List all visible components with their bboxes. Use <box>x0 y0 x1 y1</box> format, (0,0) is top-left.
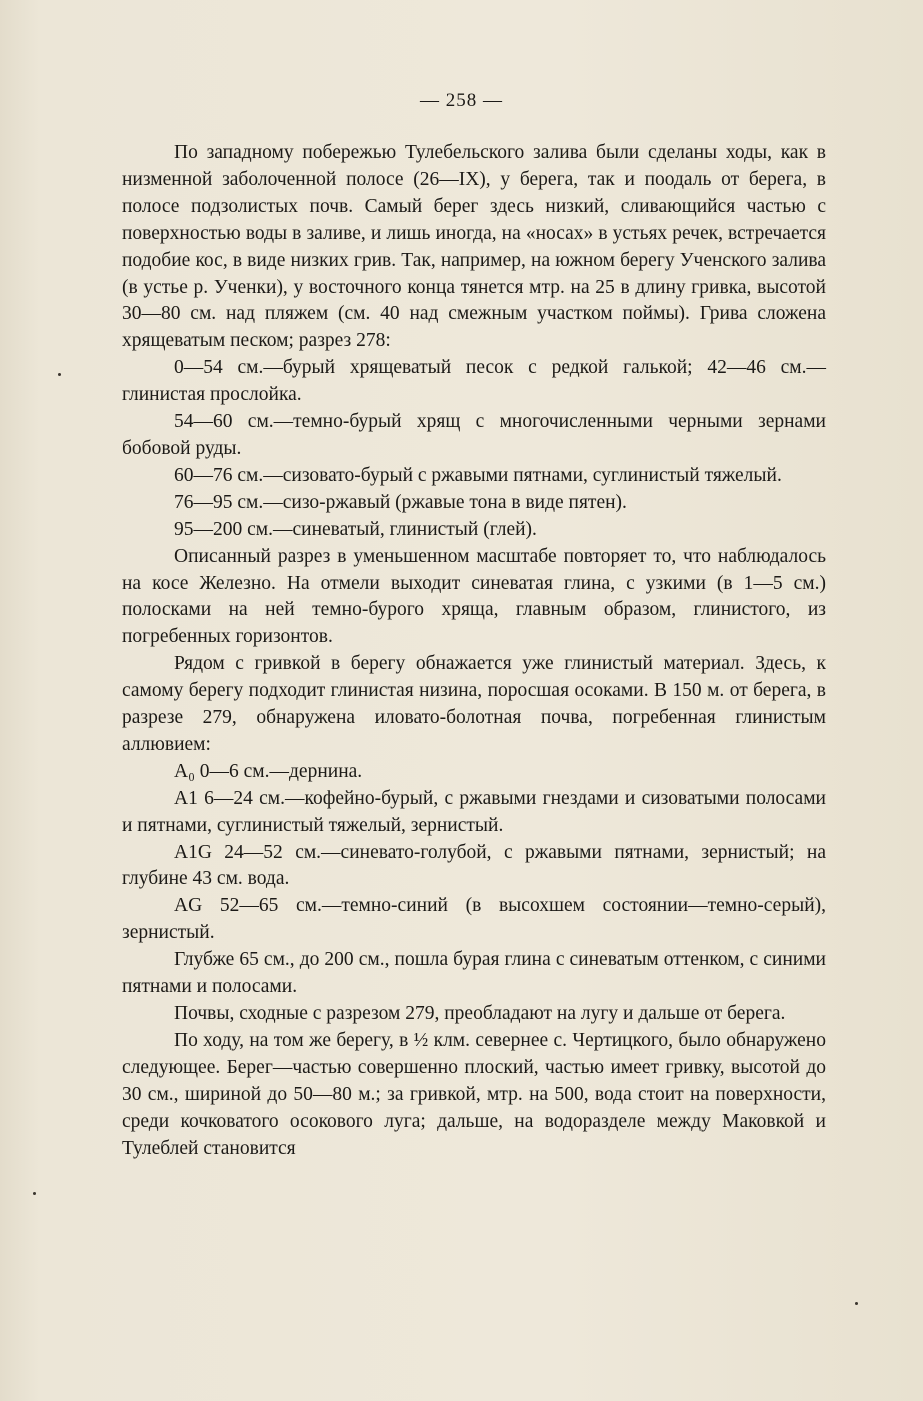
paragraph-horizon-60-76: 60—76 см.—сизовато-бурый с ржавыми пятнами, суглинистый тяжелый. <box>174 464 782 486</box>
paragraph-horizon-0-54: 0—54 см.—бурый хрящеватый песок с редкой галькой; 42—46 см.—глинистая прослойка. <box>122 357 826 406</box>
page-number: — 258 — <box>420 90 503 111</box>
paragraph-horizon-a0: A₀ 0—6 см.—дернина. <box>174 760 363 782</box>
paragraph-horizon-95-200: 95—200 см.—синеватый, глинистый (глей). <box>174 518 537 540</box>
paragraph-horizon-a1g: A1G 24—52 см.—синевато-голубой, с ржавыми пятнами, зернистый; на глубине 43 см. вода. <box>122 841 826 890</box>
paragraph-chertitsky: По ходу, на том же берегу, в ½ клм. севернее с. Чертицкого, было обнаружено следующее. Берег—частью совершенно плоский, частью имеет гривку, высотой до 30 см., шириной до 50—80 м.; за гривкой, мтр. на 500, вода стоит на поверхности, среди кочковатого осокового луга; дальше, на водоразделе между Маковкой и Тулеблей становится <box>122 1029 826 1159</box>
paragraph-clay-lowland: Рядом с гривкой в берегу обнажается уже глинистый материал. Здесь, к самому берегу подходит глинистая низина, поросшая осоками. В 150 м. от берега, в разрезе 279, обнаружена иловато-болотная почва, погребенная глинистым аллювием: <box>122 653 826 755</box>
body-text <box>122 140 826 1162</box>
paragraph-horizon-ag: AG 52—65 см.—темно-синий (в высохшем состоянии—темно-серый), зернистый. <box>122 895 826 944</box>
paragraph-intro: По западному побережью Тулебельского залива были сделаны ходы, как в низменной заболоченной полосе (26—IX), у берега, так и поодаль от берега, в полосе подзолистых почв. Самый берег здесь низкий, сливающийся частью с поверхностью воды в заливе, и лишь иногда, на «носах» в устьях речек, встречается подобие кос, в виде низких грив. Так, например, на южном берегу Ученского залива (в устье р. Ученки), у восточного конца тянется мтр. на 25 в длину гривка, высотой 30—80 см. над пляжем (см. 40 над смежным участком поймы). Грива сложена хрящеватым песком; разрез 278: <box>122 142 826 352</box>
paragraph-horizon-76-95: 76—95 см.—сизо-ржавый (ржавые тона в виде пятен). <box>174 491 627 513</box>
paper-speck <box>33 1192 36 1195</box>
paragraph-similar-soils: Почвы, сходные с разрезом 279, преобладают на лугу и дальше от берега. <box>174 1003 786 1024</box>
paragraph-horizon-a1: A1 6—24 см.—кофейно-бурый, с ржавыми гнездами и сизоватыми полосами и пятнами, суглинистый тяжелый, зернистый. <box>122 787 826 836</box>
paragraph-comparison: Описанный разрез в уменьшенном масштабе повторяет то, что наблюдалось на косе Железно. На отмели выходит синеватая глина, с узкими (в 1—5 см.) полосками на ней темно-бурого хряща, главным образом, глинистого, из погребенных горизонтов. <box>122 545 826 648</box>
paper-speck <box>855 1302 858 1305</box>
paragraph-horizon-54-60: 54—60 см.—темно-бурый хрящ с многочисленными черными зернами бобовой руды. <box>122 411 826 459</box>
paper-speck <box>58 373 61 376</box>
paragraph-deeper-clay: Глубже 65 см., до 200 см., пошла бурая глина с синеватым оттенком, с синими пятнами и полосами. <box>122 949 826 998</box>
